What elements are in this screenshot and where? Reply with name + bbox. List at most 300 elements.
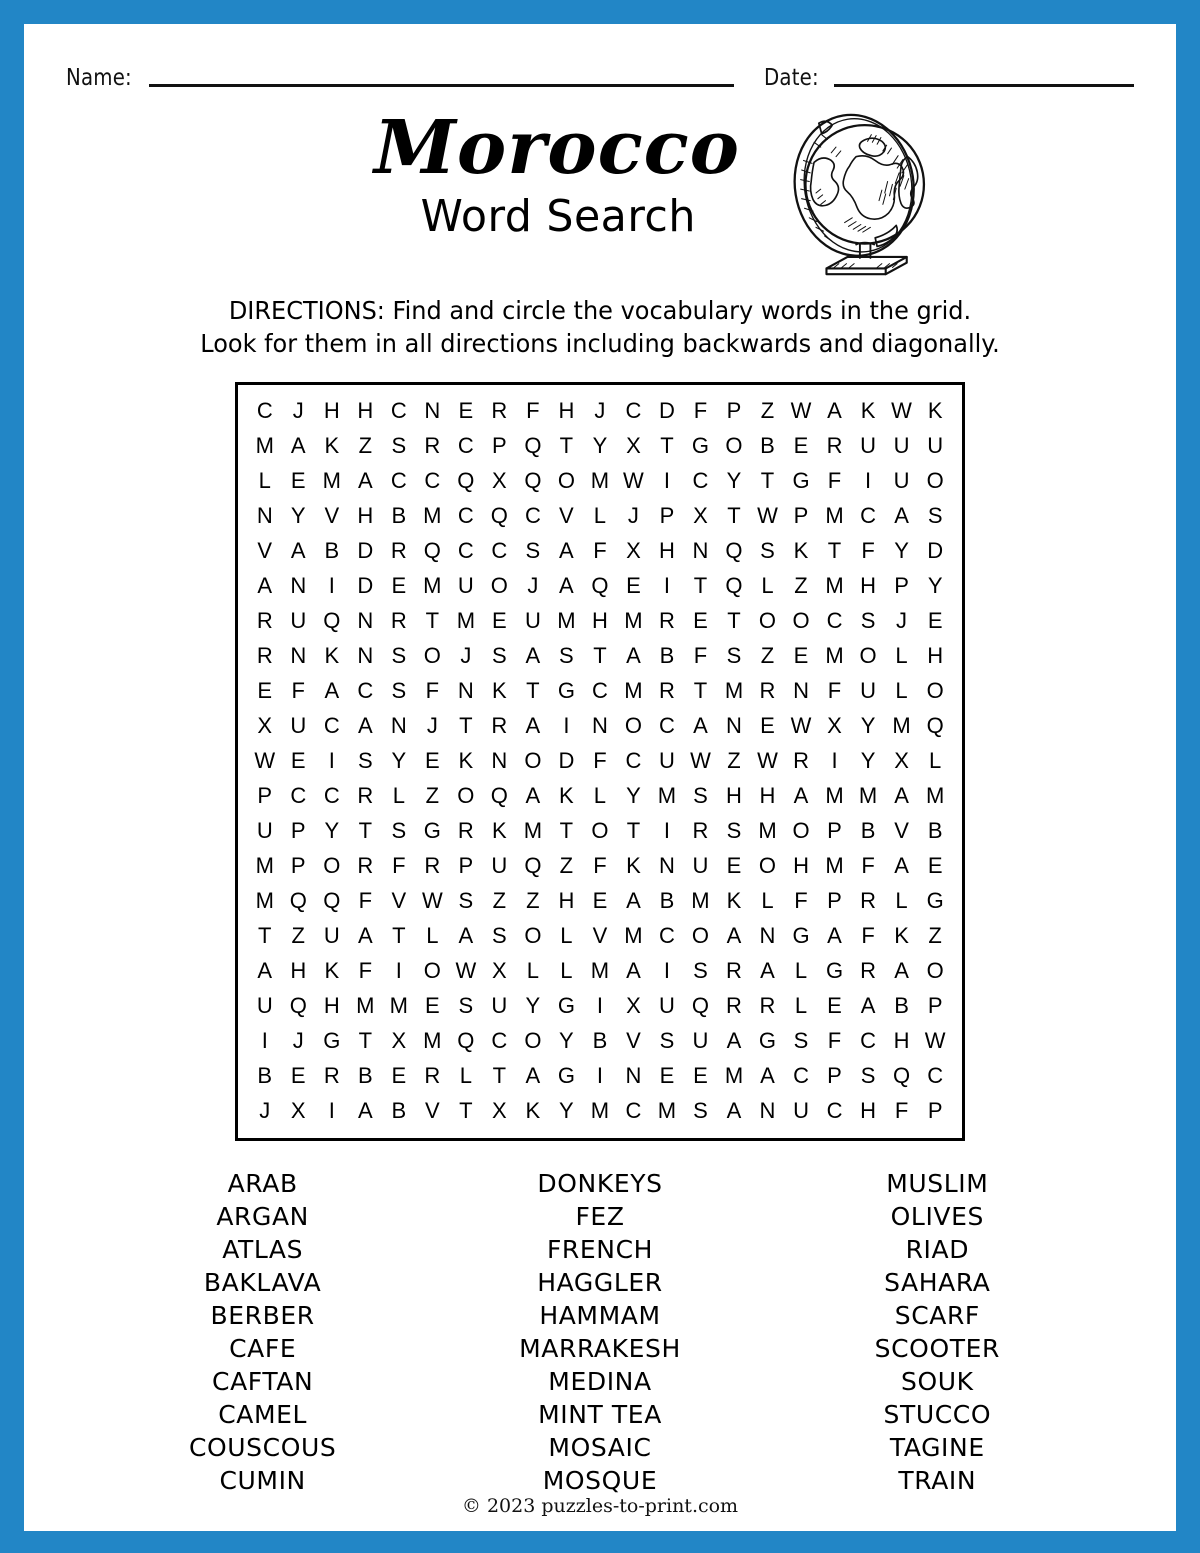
word-list-item[interactable]: MEDINA	[548, 1367, 652, 1396]
grid-cell[interactable]: X	[626, 433, 641, 458]
grid-cell[interactable]: R	[323, 1063, 340, 1088]
grid-cell[interactable]: Z	[358, 433, 373, 458]
grid-cell[interactable]: R	[860, 958, 876, 983]
grid-cell[interactable]: Q	[289, 888, 307, 913]
grid-cell[interactable]: F	[827, 468, 842, 493]
word-list-item[interactable]: FRENCH	[546, 1235, 654, 1264]
grid-cell[interactable]: V	[257, 538, 273, 563]
grid-cell[interactable]: K	[927, 398, 943, 423]
grid-cell[interactable]: C	[323, 783, 340, 808]
grid-cell[interactable]: I	[663, 818, 670, 843]
word-list-item[interactable]: MARRAKESH	[519, 1334, 681, 1363]
grid-cell[interactable]: U	[323, 923, 340, 948]
grid-cell[interactable]: H	[860, 1098, 876, 1123]
grid-cell[interactable]: A	[525, 1063, 541, 1088]
grid-cell[interactable]: Y	[559, 1028, 574, 1053]
grid-cell[interactable]: K	[492, 818, 507, 843]
grid-cell[interactable]: V	[391, 888, 407, 913]
grid-cell[interactable]: J	[292, 1028, 304, 1053]
grid-cell[interactable]: T	[727, 503, 741, 528]
grid-cell[interactable]: G	[792, 923, 810, 948]
grid-cell[interactable]: K	[626, 853, 641, 878]
grid-cell[interactable]: X	[827, 713, 842, 738]
grid-cell[interactable]: T	[626, 818, 641, 843]
grid-cell[interactable]: C	[290, 783, 307, 808]
grid-cell[interactable]: D	[927, 538, 944, 563]
grid-cell[interactable]: Z	[425, 783, 440, 808]
grid-cell[interactable]: R	[357, 783, 374, 808]
grid-cell[interactable]: R	[726, 993, 742, 1018]
grid-cell[interactable]: N	[625, 1063, 642, 1088]
grid-cell[interactable]: Z	[526, 888, 540, 913]
grid-cell[interactable]: T	[258, 923, 272, 948]
grid-cell[interactable]: R	[424, 1063, 441, 1088]
grid-cell[interactable]: M	[657, 1098, 677, 1123]
grid-cell[interactable]: O	[926, 678, 944, 703]
grid-cell[interactable]: M	[624, 608, 643, 633]
grid-cell[interactable]: F	[827, 1028, 842, 1053]
grid-cell[interactable]: W	[891, 398, 912, 423]
grid-cell[interactable]: B	[760, 433, 775, 458]
grid-cell[interactable]: R	[457, 818, 474, 843]
grid-cell[interactable]: B	[894, 993, 909, 1018]
grid-cell[interactable]: R	[692, 818, 709, 843]
grid-cell[interactable]: C	[793, 1063, 809, 1088]
grid-cell[interactable]: Z	[727, 748, 741, 773]
grid-cell[interactable]: S	[860, 608, 876, 633]
grid-cell[interactable]: Q	[490, 503, 508, 528]
grid-cell[interactable]: G	[691, 433, 710, 458]
grid-cell[interactable]: Z	[928, 923, 942, 948]
grid-cell[interactable]: X	[290, 1098, 306, 1123]
grid-cell[interactable]: Q	[524, 853, 542, 878]
grid-cell[interactable]: O	[423, 958, 441, 983]
grid-cell[interactable]: C	[457, 503, 474, 528]
grid-cell[interactable]: C	[625, 398, 642, 423]
grid-cell[interactable]: L	[560, 958, 573, 983]
grid-cell[interactable]: A	[357, 468, 373, 493]
grid-cell[interactable]: U	[860, 433, 876, 458]
grid-cell[interactable]: O	[524, 748, 542, 773]
grid-cell[interactable]: O	[323, 853, 341, 878]
grid-cell[interactable]: A	[894, 958, 909, 983]
grid-cell[interactable]: A	[357, 923, 373, 948]
grid-cell[interactable]: Y	[592, 433, 608, 458]
grid-cell[interactable]: W	[623, 468, 644, 493]
grid-cell[interactable]: X	[391, 1028, 407, 1053]
grid-cell[interactable]: A	[290, 433, 306, 458]
grid-cell[interactable]: T	[358, 818, 373, 843]
word-list-item[interactable]: CAMEL	[218, 1400, 308, 1429]
grid-cell[interactable]: R	[256, 643, 273, 668]
grid-cell[interactable]: S	[693, 783, 708, 808]
grid-cell[interactable]: G	[926, 888, 944, 913]
grid-cell[interactable]: Q	[691, 993, 710, 1018]
grid-cell[interactable]: U	[692, 853, 709, 878]
grid-cell[interactable]: M	[356, 993, 375, 1018]
grid-cell[interactable]: T	[693, 573, 708, 598]
grid-cell[interactable]: T	[358, 1028, 373, 1053]
grid-cell[interactable]: M	[389, 993, 408, 1018]
grid-cell[interactable]: D	[357, 538, 374, 563]
word-list-item[interactable]: MOSAIC	[548, 1433, 652, 1462]
grid-cell[interactable]: J	[627, 503, 639, 528]
grid-cell[interactable]: P	[659, 503, 675, 528]
grid-cell[interactable]: T	[425, 608, 440, 633]
grid-cell[interactable]: V	[324, 503, 340, 528]
grid-cell[interactable]: C	[390, 398, 407, 423]
grid-cell[interactable]: R	[357, 853, 374, 878]
grid-cell[interactable]: C	[591, 678, 608, 703]
grid-cell[interactable]: B	[391, 1098, 407, 1123]
grid-cell[interactable]: N	[591, 713, 608, 738]
grid-cell[interactable]: E	[391, 573, 407, 598]
grid-cell[interactable]: C	[826, 1098, 843, 1123]
grid-cell[interactable]: Y	[290, 503, 306, 528]
grid-cell[interactable]: T	[459, 1098, 473, 1123]
grid-cell[interactable]: A	[726, 1028, 742, 1053]
grid-cell[interactable]: Y	[324, 818, 340, 843]
grid-cell[interactable]: S	[458, 888, 474, 913]
grid-cell[interactable]: W	[924, 1028, 946, 1053]
grid-cell[interactable]: W	[790, 713, 812, 738]
grid-cell[interactable]: J	[527, 573, 539, 598]
grid-cell[interactable]: K	[324, 433, 340, 458]
grid-cell[interactable]: R	[759, 993, 776, 1018]
grid-cell[interactable]: C	[491, 538, 508, 563]
grid-cell[interactable]: I	[831, 748, 838, 773]
grid-cell[interactable]: U	[290, 713, 307, 738]
grid-cell[interactable]: U	[893, 468, 910, 493]
grid-cell[interactable]: G	[423, 818, 441, 843]
grid-cell[interactable]: R	[659, 608, 675, 633]
grid-cell[interactable]: E	[726, 853, 742, 878]
grid-cell[interactable]: L	[593, 503, 607, 528]
grid-cell[interactable]: H	[357, 398, 374, 423]
grid-cell[interactable]: N	[726, 713, 742, 738]
grid-cell[interactable]: S	[492, 923, 507, 948]
grid-cell[interactable]: O	[926, 468, 944, 493]
grid-cell[interactable]: F	[861, 538, 875, 563]
grid-cell[interactable]: C	[457, 538, 474, 563]
grid-cell[interactable]: F	[861, 923, 875, 948]
word-list-item[interactable]: SCARF	[894, 1301, 980, 1330]
grid-cell[interactable]: S	[357, 748, 373, 773]
word-list-item[interactable]: BERBER	[210, 1301, 315, 1330]
grid-cell[interactable]: U	[256, 993, 273, 1018]
grid-cell[interactable]: E	[927, 853, 943, 878]
grid-cell[interactable]: A	[894, 853, 909, 878]
word-list-item[interactable]: CAFTAN	[212, 1367, 314, 1396]
grid-cell[interactable]: I	[261, 1028, 268, 1053]
grid-cell[interactable]: M	[858, 783, 878, 808]
grid-cell[interactable]: F	[593, 748, 607, 773]
grid-cell[interactable]: I	[395, 958, 402, 983]
grid-cell[interactable]: U	[290, 608, 307, 633]
grid-cell[interactable]: E	[458, 398, 474, 423]
grid-cell[interactable]: L	[761, 888, 774, 913]
grid-cell[interactable]: H	[793, 853, 809, 878]
grid-cell[interactable]: U	[659, 993, 675, 1018]
grid-cell[interactable]: Z	[760, 643, 775, 668]
grid-cell[interactable]: O	[792, 608, 810, 633]
grid-cell[interactable]: F	[794, 888, 808, 913]
grid-cell[interactable]: P	[726, 398, 742, 423]
word-list-item[interactable]: SCOOTER	[874, 1334, 1000, 1363]
grid-cell[interactable]: P	[458, 853, 474, 878]
grid-cell[interactable]: F	[861, 853, 875, 878]
grid-cell[interactable]: M	[925, 783, 945, 808]
grid-cell[interactable]: K	[726, 888, 742, 913]
grid-cell[interactable]: Y	[927, 573, 943, 598]
grid-cell[interactable]: F	[425, 678, 440, 703]
grid-cell[interactable]: X	[626, 538, 641, 563]
grid-cell[interactable]: T	[392, 923, 406, 948]
grid-cell[interactable]: E	[592, 888, 608, 913]
grid-cell[interactable]: K	[793, 538, 809, 563]
grid-cell[interactable]: R	[390, 608, 407, 633]
grid-cell[interactable]: B	[927, 818, 943, 843]
grid-cell[interactable]: W	[757, 503, 778, 528]
grid-cell[interactable]: V	[424, 1098, 440, 1123]
grid-cell[interactable]: N	[491, 748, 508, 773]
grid-cell[interactable]: A	[257, 958, 273, 983]
grid-cell[interactable]: Q	[457, 1028, 475, 1053]
grid-cell[interactable]: T	[827, 538, 842, 563]
grid-cell[interactable]: H	[290, 958, 307, 983]
grid-cell[interactable]: A	[760, 1063, 775, 1088]
grid-cell[interactable]: U	[659, 748, 675, 773]
grid-cell[interactable]: T	[492, 1063, 507, 1088]
grid-cell[interactable]: L	[929, 748, 942, 773]
grid-cell[interactable]: I	[864, 468, 872, 493]
grid-cell[interactable]: N	[659, 853, 675, 878]
grid-cell[interactable]: Q	[289, 993, 307, 1018]
grid-cell[interactable]: G	[825, 958, 844, 983]
grid-cell[interactable]: V	[592, 923, 608, 948]
grid-cell[interactable]: I	[328, 748, 335, 773]
grid-cell[interactable]: K	[525, 1098, 541, 1123]
grid-cell[interactable]: Z	[559, 853, 574, 878]
grid-cell[interactable]: M	[255, 888, 274, 913]
grid-cell[interactable]: P	[827, 818, 842, 843]
word-list-item[interactable]: FEZ	[575, 1202, 625, 1231]
word-list-item[interactable]: CUMIN	[219, 1466, 306, 1495]
grid-cell[interactable]: E	[492, 608, 507, 633]
grid-cell[interactable]: L	[895, 888, 908, 913]
grid-cell[interactable]: V	[894, 818, 909, 843]
grid-cell[interactable]: J	[292, 398, 304, 423]
grid-cell[interactable]: S	[760, 538, 775, 563]
grid-cell[interactable]: C	[323, 713, 340, 738]
grid-cell[interactable]: L	[794, 993, 808, 1018]
date-write-line[interactable]	[834, 62, 1134, 87]
grid-cell[interactable]: H	[726, 783, 742, 808]
grid-cell[interactable]: U	[927, 433, 944, 458]
grid-cell[interactable]: P	[290, 853, 306, 878]
grid-cell[interactable]: R	[424, 853, 441, 878]
grid-cell[interactable]: A	[559, 573, 574, 598]
grid-cell[interactable]: S	[492, 643, 507, 668]
grid-cell[interactable]: O	[691, 923, 710, 948]
grid-cell[interactable]: O	[758, 608, 777, 633]
grid-cell[interactable]: S	[693, 958, 708, 983]
grid-cell[interactable]: S	[391, 433, 407, 458]
grid-cell[interactable]: A	[458, 923, 474, 948]
word-list-item[interactable]: ATLAS	[222, 1235, 304, 1264]
grid-cell[interactable]: E	[659, 1063, 675, 1088]
grid-cell[interactable]: U	[893, 433, 910, 458]
grid-cell[interactable]: N	[424, 398, 441, 423]
grid-cell[interactable]: N	[290, 573, 307, 598]
grid-cell[interactable]: N	[457, 678, 474, 703]
grid-cell[interactable]: S	[726, 818, 742, 843]
grid-cell[interactable]: Q	[323, 608, 341, 633]
grid-cell[interactable]: I	[596, 993, 603, 1018]
grid-cell[interactable]: Q	[490, 783, 508, 808]
grid-cell[interactable]: U	[793, 1098, 809, 1123]
grid-cell[interactable]: B	[659, 888, 675, 913]
grid-cell[interactable]: G	[323, 1028, 341, 1053]
grid-cell[interactable]: M	[657, 783, 677, 808]
grid-cell[interactable]: I	[563, 713, 570, 738]
grid-cell[interactable]: V	[559, 503, 574, 528]
grid-cell[interactable]: R	[726, 958, 742, 983]
word-list-item[interactable]: ARAB	[227, 1169, 298, 1198]
grid-cell[interactable]: Q	[926, 713, 944, 738]
grid-cell[interactable]: J	[594, 398, 606, 423]
grid-cell[interactable]: C	[424, 468, 441, 493]
grid-cell[interactable]: A	[525, 643, 541, 668]
grid-cell[interactable]: E	[290, 1063, 306, 1088]
grid-cell[interactable]: W	[455, 958, 477, 983]
grid-cell[interactable]: C	[390, 468, 407, 493]
grid-cell[interactable]: Q	[323, 888, 341, 913]
grid-cell[interactable]: M	[825, 643, 844, 668]
grid-cell[interactable]: U	[256, 818, 273, 843]
word-list-item[interactable]: SOUK	[901, 1367, 974, 1396]
grid-cell[interactable]: T	[660, 433, 674, 458]
grid-cell[interactable]: S	[860, 1063, 876, 1088]
grid-cell[interactable]: M	[322, 468, 341, 493]
grid-cell[interactable]: Q	[725, 573, 743, 598]
grid-cell[interactable]: C	[491, 1028, 508, 1053]
name-write-line[interactable]	[149, 62, 734, 87]
grid-cell[interactable]: A	[793, 783, 809, 808]
grid-cell[interactable]: Q	[457, 468, 475, 493]
grid-cell[interactable]: A	[827, 398, 842, 423]
grid-cell[interactable]: S	[726, 643, 742, 668]
grid-cell[interactable]: S	[458, 993, 474, 1018]
grid-cell[interactable]: M	[255, 853, 274, 878]
grid-cell[interactable]: A	[525, 713, 541, 738]
grid-cell[interactable]: T	[593, 643, 607, 668]
grid-cell[interactable]: O	[457, 783, 475, 808]
grid-cell[interactable]: K	[860, 398, 876, 423]
grid-cell[interactable]: K	[324, 958, 340, 983]
grid-cell[interactable]: Q	[524, 468, 542, 493]
grid-cell[interactable]: P	[492, 433, 507, 458]
grid-cell[interactable]: Y	[860, 748, 876, 773]
grid-cell[interactable]: C	[692, 468, 709, 493]
grid-cell[interactable]: I	[663, 573, 670, 598]
grid-cell[interactable]: R	[390, 538, 407, 563]
grid-cell[interactable]: Y	[391, 748, 407, 773]
grid-cell[interactable]: U	[860, 678, 876, 703]
grid-cell[interactable]: E	[693, 1063, 708, 1088]
grid-cell[interactable]: A	[693, 713, 708, 738]
grid-cell[interactable]: H	[927, 643, 944, 668]
grid-cell[interactable]: O	[591, 818, 609, 843]
grid-cell[interactable]: R	[793, 748, 809, 773]
grid-cell[interactable]: M	[523, 818, 543, 843]
grid-cell[interactable]: L	[459, 1063, 472, 1088]
grid-cell[interactable]: G	[557, 1063, 575, 1088]
grid-cell[interactable]: C	[357, 678, 374, 703]
grid-cell[interactable]: P	[927, 993, 943, 1018]
grid-cell[interactable]: F	[827, 678, 842, 703]
grid-cell[interactable]: W	[757, 748, 778, 773]
grid-cell[interactable]: O	[758, 853, 777, 878]
grid-cell[interactable]: N	[759, 1098, 776, 1123]
grid-cell[interactable]: F	[693, 398, 708, 423]
grid-cell[interactable]: B	[860, 818, 876, 843]
grid-cell[interactable]: B	[357, 1063, 373, 1088]
grid-cell[interactable]: P	[827, 1063, 842, 1088]
grid-cell[interactable]: J	[426, 713, 438, 738]
word-list-item[interactable]: COUSCOUS	[188, 1433, 337, 1462]
grid-cell[interactable]: I	[663, 468, 670, 493]
grid-cell[interactable]: O	[792, 818, 810, 843]
grid-cell[interactable]: D	[357, 573, 374, 598]
grid-cell[interactable]: S	[391, 678, 407, 703]
grid-cell[interactable]: S	[391, 818, 407, 843]
grid-cell[interactable]: K	[324, 643, 340, 668]
grid-cell[interactable]: V	[626, 1028, 641, 1053]
grid-cell[interactable]: O	[859, 643, 877, 668]
grid-cell[interactable]: U	[524, 608, 541, 633]
grid-cell[interactable]: B	[324, 538, 340, 563]
grid-cell[interactable]: Y	[860, 713, 876, 738]
grid-cell[interactable]: D	[659, 398, 675, 423]
grid-cell[interactable]: A	[357, 1098, 373, 1123]
grid-cell[interactable]: A	[357, 713, 373, 738]
grid-cell[interactable]: N	[759, 923, 776, 948]
grid-cell[interactable]: E	[927, 608, 943, 633]
grid-cell[interactable]: L	[526, 958, 539, 983]
word-list-item[interactable]: RIAD	[905, 1235, 970, 1264]
grid-cell[interactable]: E	[290, 748, 306, 773]
grid-cell[interactable]: C	[659, 923, 675, 948]
grid-cell[interactable]: M	[691, 888, 710, 913]
grid-cell[interactable]: A	[559, 538, 574, 563]
grid-cell[interactable]: T	[459, 713, 473, 738]
grid-cell[interactable]: S	[793, 1028, 809, 1053]
word-list-item[interactable]: TAGINE	[889, 1433, 985, 1462]
grid-cell[interactable]: L	[761, 573, 774, 598]
grid-cell[interactable]: O	[524, 923, 542, 948]
grid-cell[interactable]: P	[894, 573, 909, 598]
word-list-item[interactable]: SAHARA	[884, 1268, 991, 1297]
grid-cell[interactable]: S	[659, 1028, 675, 1053]
grid-cell[interactable]: A	[760, 958, 775, 983]
grid-cell[interactable]: P	[793, 503, 809, 528]
grid-cell[interactable]: N	[390, 713, 407, 738]
grid-cell[interactable]: B	[257, 1063, 273, 1088]
grid-cell[interactable]: X	[492, 468, 507, 493]
grid-cell[interactable]: R	[424, 433, 441, 458]
grid-cell[interactable]: F	[526, 398, 540, 423]
